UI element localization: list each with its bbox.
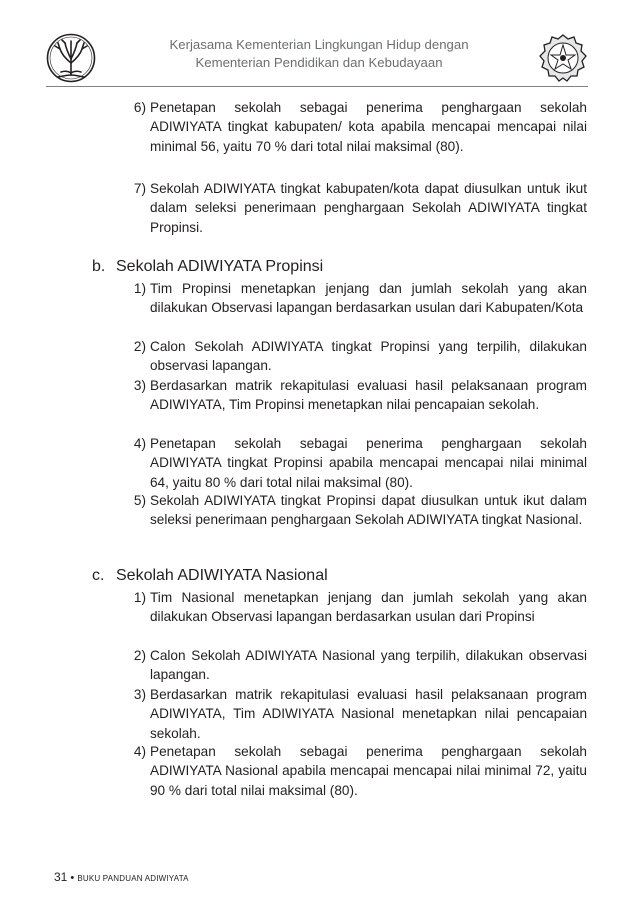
page-footer <box>54 870 189 884</box>
list-item-text: Tim Propinsi menetapkan jenjang dan jumlah sekolah yang akan dilakukan Observasi lapangan berdasarkan usulan dari Kabupaten/Kota <box>150 281 587 316</box>
list-item-number: 1) <box>133 590 146 605</box>
header-text <box>110 36 528 72</box>
list-item-text: Sekolah ADIWIYATA tingkat Propinsi dapat diusulkan untuk ikut dalam seleksi penerimaan penghargaan Sekolah ADIWIYATA tingkat Nasional. <box>150 493 587 528</box>
list-item-text: Penetapan sekolah sebagai penerima penghargaan sekolah ADIWIYATA tingkat kabupaten/ kota apabila mencapai mencapai nilai minimal 56, yaitu 70 % dari total nilai maksimal (80). <box>150 100 587 154</box>
list-item-text: Penetapan sekolah sebagai penerima penghargaan sekolah ADIWIYATA tingkat Propinsi apabila mencapai mencapai nilai minimal 64, yaitu 80 % dari total nilai maksimal (80). <box>150 436 587 490</box>
list-item-text: Calon Sekolah ADIWIYATA tingkat Propinsi yang terpilih, dilakukan observasi lapangan. <box>150 339 587 374</box>
list-item <box>133 279 587 318</box>
list-item <box>133 434 587 492</box>
list-item-number: 5) <box>133 493 146 508</box>
tut-wuri-handayani-logo-icon <box>538 33 588 83</box>
footer-book-title: BUKU PANDUAN ADIWIYATA <box>77 874 189 883</box>
list-item-text: Calon Sekolah ADIWIYATA Nasional yang terpilih, dilakukan observasi lapangan. <box>150 648 587 683</box>
list-item-text: Sekolah ADIWIYATA tingkat kabupaten/kota dapat diusulkan untuk ikut dalam seleksi penerimaan penghargaan Sekolah ADIWIYATA tingkat Propinsi. <box>150 181 587 235</box>
list-item-text: Berdasarkan matrik rekapitulasi evaluasi hasil pelaksanaan program ADIWIYATA, Tim ADIWIYATA Nasional menetapkan nilai pencapaian sekolah. <box>150 687 587 741</box>
list-item <box>133 742 587 800</box>
list-item-number: 2) <box>133 648 146 663</box>
header-line-1: Kerjasama Kementerian Lingkungan Hidup dengan <box>169 37 469 52</box>
list-item-text: Berdasarkan matrik rekapitulasi evaluasi hasil pelaksanaan program ADIWIYATA, Tim Propinsi menetapkan nilai pencapaian sekolah. <box>150 378 587 413</box>
section-letter: b. <box>92 258 106 275</box>
footer-separator: • <box>70 872 75 884</box>
list-item-text: Tim Nasional menetapkan jenjang dan jumlah sekolah yang akan dilakukan Observasi lapangan berdasarkan usulan dari Propinsi <box>150 590 587 625</box>
list-item <box>133 685 587 743</box>
section-title: Sekolah ADIWIYATA Propinsi <box>116 258 324 275</box>
list-item-number: 6) <box>133 100 146 115</box>
section-letter: c. <box>92 567 105 584</box>
list-item <box>133 376 587 415</box>
list-item-number: 3) <box>133 687 146 702</box>
list-item <box>133 588 587 627</box>
list-item <box>133 179 587 237</box>
list-item-number: 4) <box>133 744 146 759</box>
page-number: 31 <box>54 870 68 884</box>
tree-logo-icon <box>46 33 96 83</box>
list-item-number: 4) <box>133 436 146 451</box>
list-item <box>133 98 587 156</box>
list-item-number: 3) <box>133 378 146 393</box>
list-item-text: Penetapan sekolah sebagai penerima penghargaan sekolah ADIWIYATA Nasional apabila mencapai mencapai nilai minimal 72, yaitu 90 % dari total nilai maksimal (80). <box>150 744 587 798</box>
list-item-number: 2) <box>133 339 146 354</box>
list-item <box>133 337 587 376</box>
list-item-number: 7) <box>133 181 146 196</box>
list-item <box>133 491 587 530</box>
list-item <box>133 646 587 685</box>
page-header <box>0 0 638 96</box>
header-divider <box>46 86 588 87</box>
list-item-number: 1) <box>133 281 146 296</box>
header-line-2: Kementerian Pendidikan dan Kebudayaan <box>195 55 443 70</box>
section-heading-nasional <box>92 566 328 586</box>
section-heading-propinsi <box>92 257 323 277</box>
section-title: Sekolah ADIWIYATA Nasional <box>116 567 328 584</box>
